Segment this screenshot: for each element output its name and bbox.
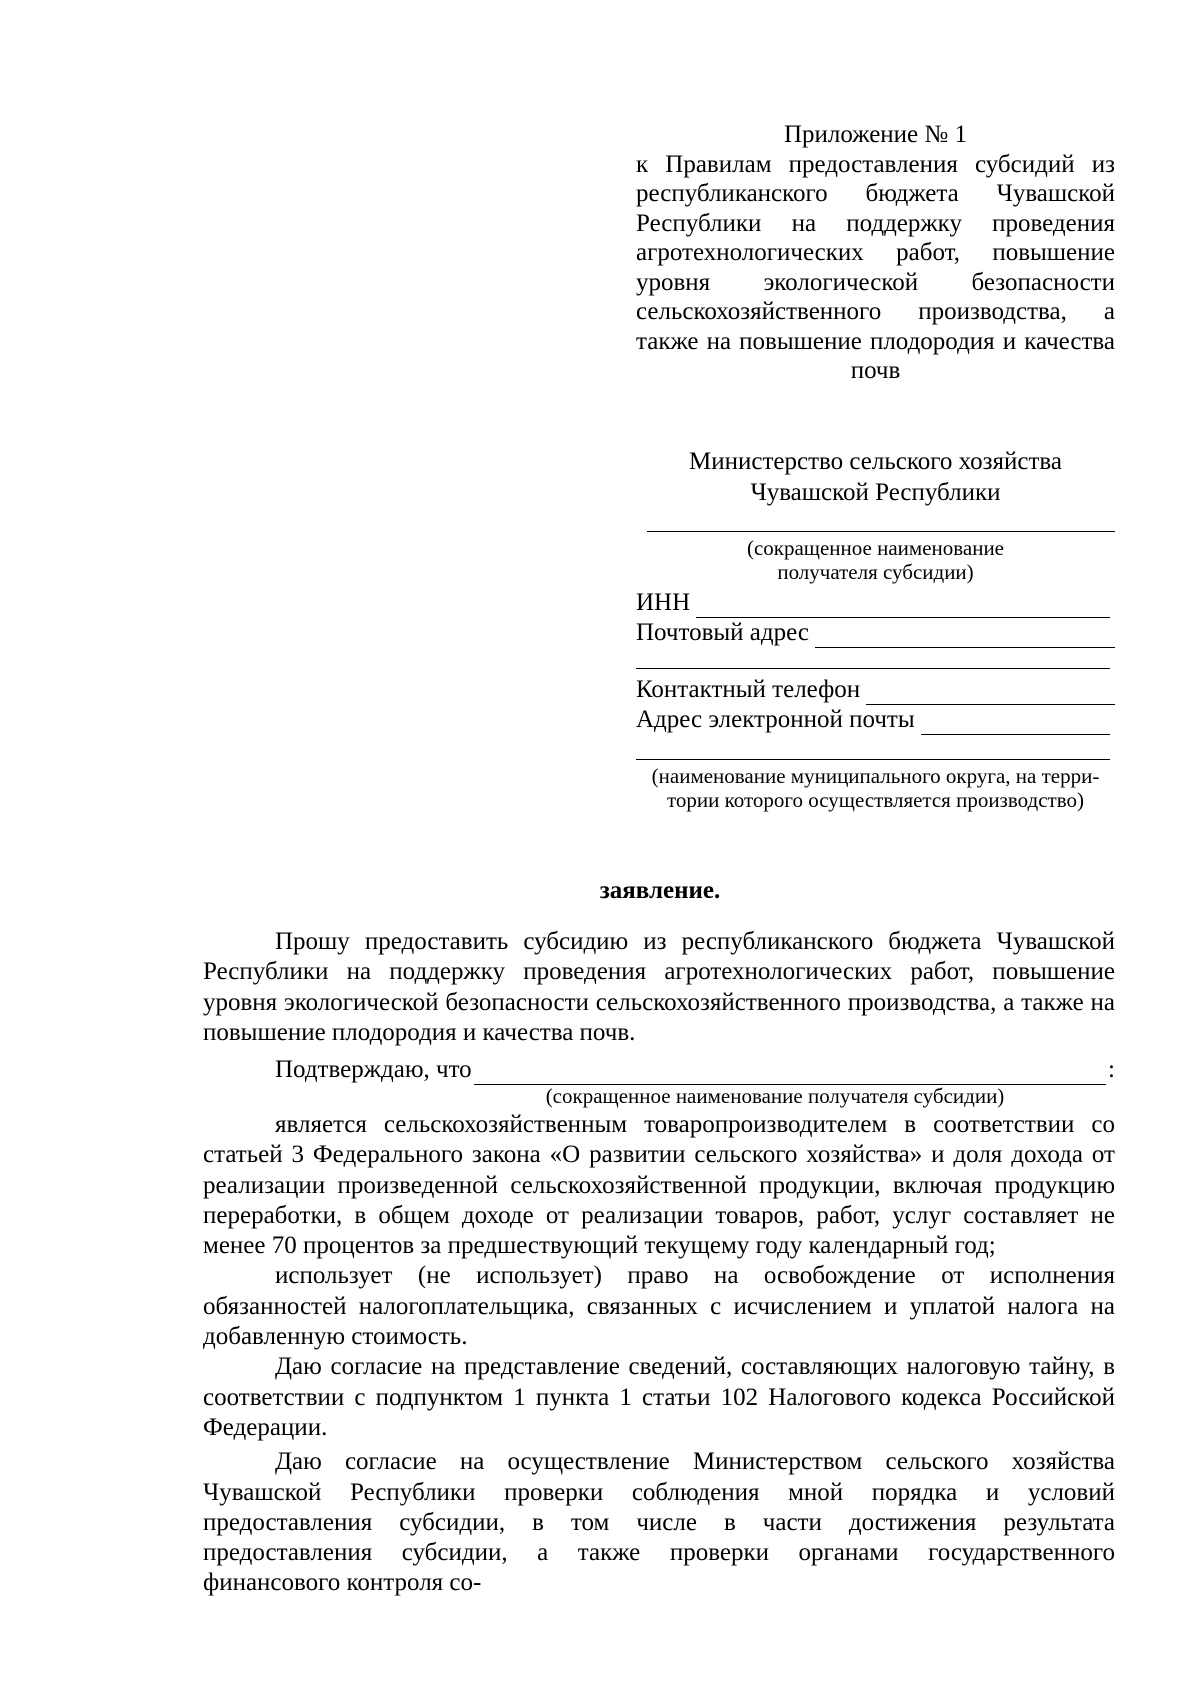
confirm-line — [275, 1055, 1115, 1085]
confirm-caption: (сокращенное наименование получателя субсидии) — [545, 1084, 1005, 1108]
short-name-caption-line-2: получателя субсидии) — [777, 560, 974, 584]
appendix-label: Приложение № 1 — [783, 121, 968, 148]
ministry-name — [636, 446, 1115, 508]
phone-blank[interactable] — [866, 680, 1115, 705]
municipality-caption-line-2: тории которого осуществляется производство) — [667, 788, 1084, 812]
confirm-label: Подтверждаю, что — [275, 1056, 472, 1083]
appendix-header — [636, 120, 1115, 386]
ministry-line-1: Министерство сельского хозяйства — [688, 448, 1062, 475]
phone-label: Контактный телефон — [636, 676, 861, 703]
email-field — [636, 705, 1110, 735]
paragraph-request: Прошу предоставить субсидию из республиканского бюджета Чувашской Республики на поддержку проведения агротехнологических работ, повышение уровня экологической безопасности сельскохозяйственного производства, а также на повышение плодородия и качества почв. — [203, 928, 1115, 1046]
inn-field — [636, 588, 1110, 618]
appendix-text: к Правилам предоставления субсидий из республиканского бюджета Чувашской Республики на поддержку проведения агротехнологических работ, повышение уровня экологической безопасности сельскохозяйственного производства, а также на повышение плодородия и качества почв — [636, 150, 1115, 384]
application-body-2 — [203, 1110, 1115, 1599]
paragraph-tax-secret-consent: Даю согласие на представление сведений, составляющих налоговую тайну, в соответствии с подпунктом 1 пункта 1 статьи 102 Налогового кодекса Российской Федерации. — [203, 1353, 1115, 1441]
short-name-caption-line-1: (сокращенное наименование — [746, 536, 1005, 560]
application-title: заявление. — [599, 877, 721, 904]
email-blank[interactable] — [921, 710, 1110, 735]
postal-address-label: Почтовый адрес — [636, 619, 809, 646]
municipality-caption — [636, 764, 1115, 812]
postal-address-field — [636, 618, 1115, 648]
paragraph-vat: использует (не использует) право на освобождение от исполнения обязанностей налогоплательщика, связанных с исчислением и уплатой налога на добавленную стоимость. — [203, 1262, 1115, 1351]
email-label: Адрес электронной почты — [636, 706, 915, 733]
confirm-recipient-blank[interactable] — [474, 1060, 1106, 1085]
paragraph-inspection-consent: Даю согласие на осуществление Министерством сельского хозяйства Чувашской Республики проверки соблюдения мной порядка и условий предоставления субсидии, в том числе в части достижения результата предоставления субсидии, а также проверки органами государственного финансового контроля со- — [203, 1448, 1115, 1597]
application-body-1 — [203, 927, 1115, 1048]
inn-label: ИНН — [636, 589, 691, 616]
inn-blank[interactable] — [696, 593, 1110, 618]
confirm-colon: : — [1108, 1056, 1115, 1083]
municipality-caption-line-1: (наименование муниципального округа, на терри- — [651, 764, 1100, 788]
postal-address-blank[interactable] — [815, 623, 1115, 648]
ministry-line-2: Чувашской Республики — [750, 479, 1001, 506]
paragraph-producer-status: является сельскохозяйственным товаропроизводителем в соответствии со статьей 3 Федерального закона «О развитии сельского хозяйства» и доля дохода от реализации произведенной сельскохозяйственной продукции, включая продукцию переработки, в общем доходе от реализации товаров, работ, услуг составляет не менее 70 процентов за предшествующий текущему году календарный год; — [203, 1111, 1115, 1260]
municipality-blank-line[interactable] — [636, 759, 1110, 760]
phone-field — [636, 675, 1115, 705]
short-name-caption — [636, 536, 1115, 584]
postal-address-blank-line-2[interactable] — [636, 668, 1110, 669]
short-name-blank-line[interactable] — [647, 531, 1115, 532]
